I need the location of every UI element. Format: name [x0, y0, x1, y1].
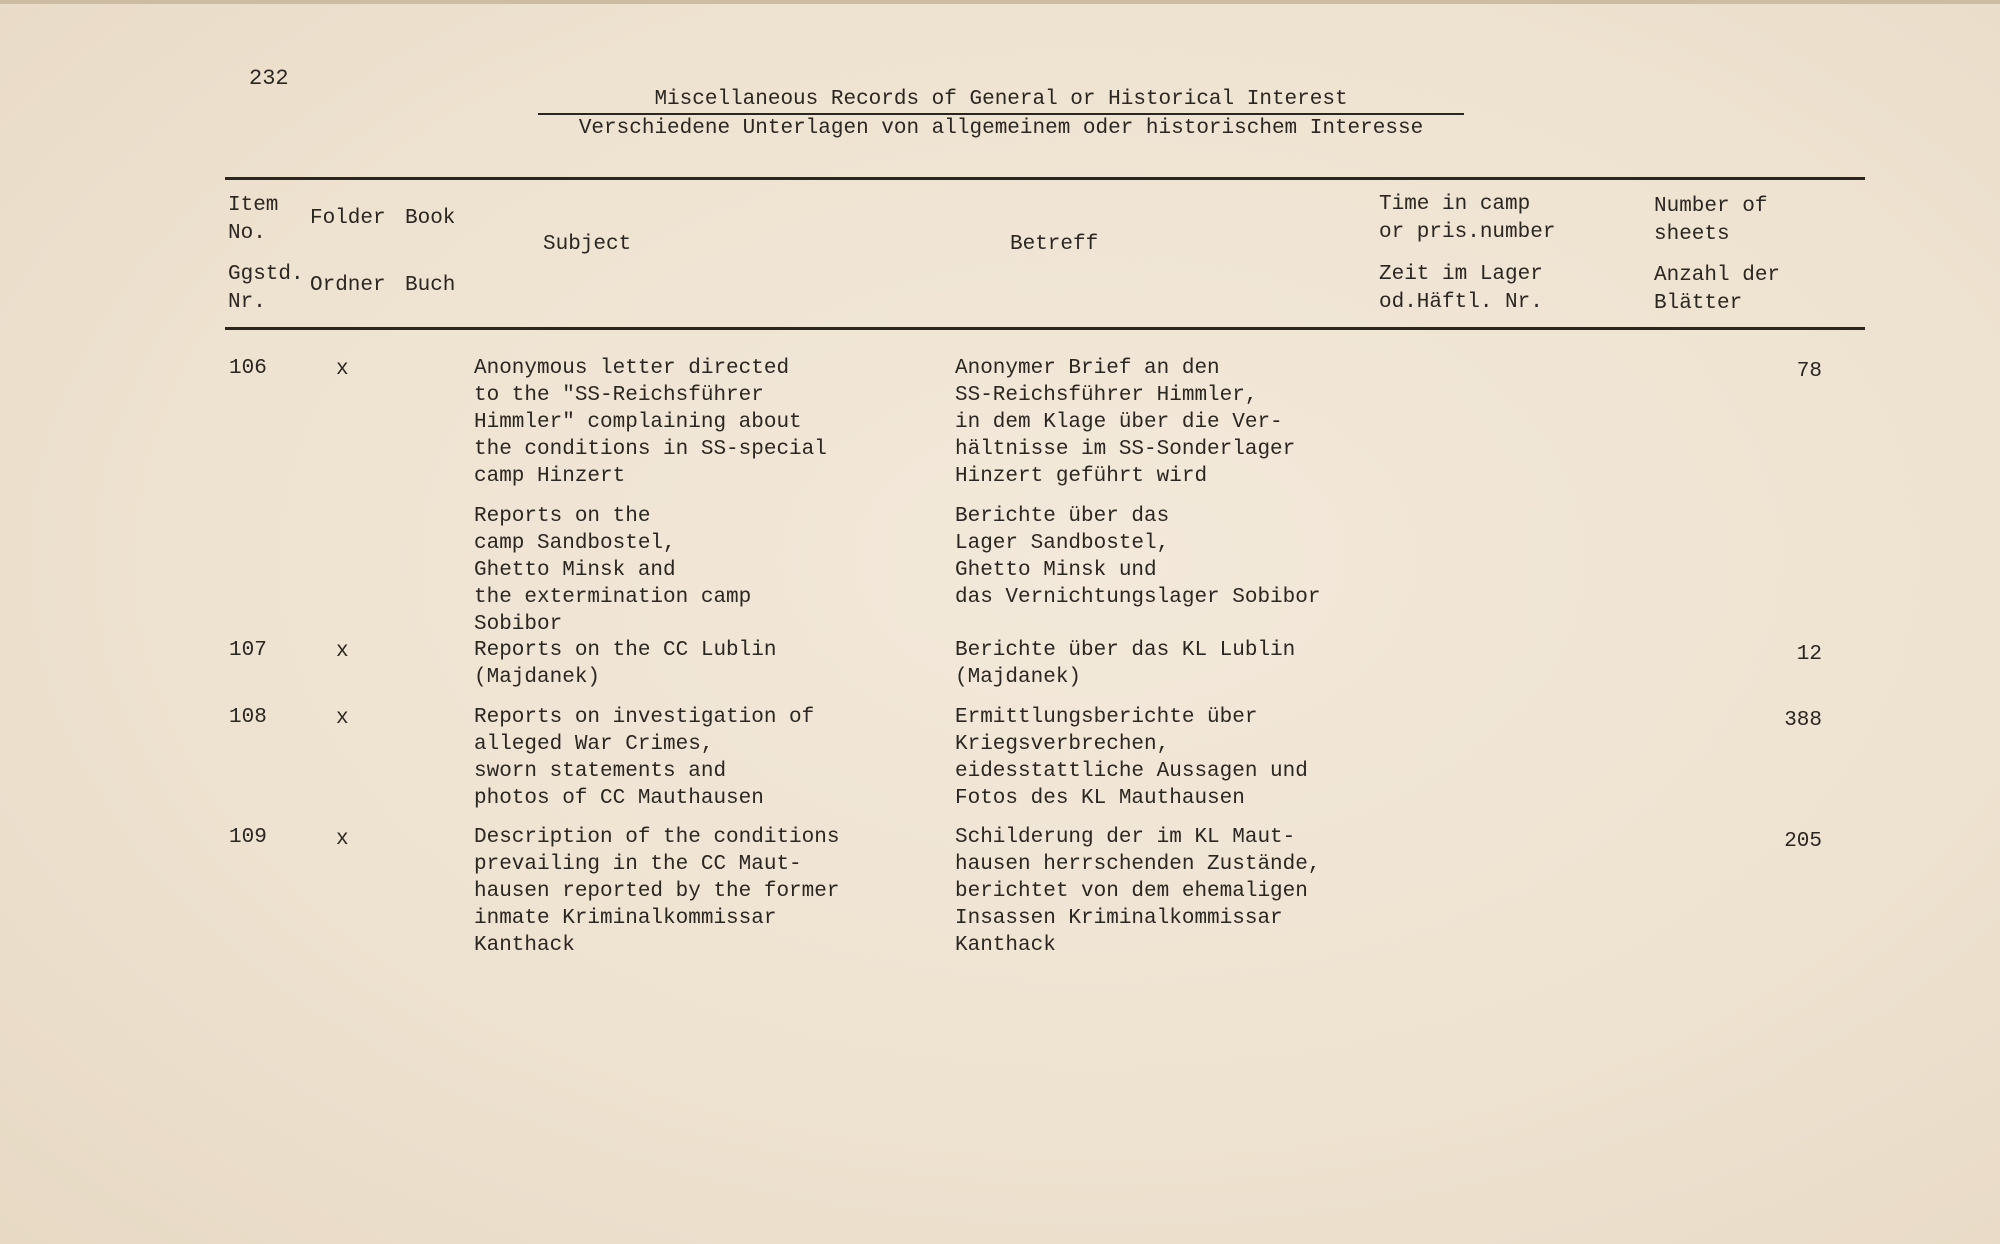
header-item-no: Item No.: [228, 194, 279, 245]
row-108-item: 108: [229, 706, 267, 729]
row-109-subject: Description of the conditions prevailing in the CC Maut- hausen reported by the former inmate Kriminalkommissar Kanthack: [474, 826, 840, 957]
row-108-betreff: Ermittlungsberichte über Kriegsverbrechen, eidesstattliche Aussagen und Fotos des KL Mauthausen: [955, 706, 1308, 810]
row-109-item: 109: [229, 826, 267, 849]
header-ordner: Ordner: [310, 274, 386, 297]
header-anzahl-der-blaetter: Anzahl der Blätter: [1654, 264, 1781, 315]
header-ggstd-nr: Ggstd. Nr.: [228, 263, 304, 314]
header-time-in-camp: Time in camp or pris.number: [1379, 193, 1556, 244]
title-german: Verschiedene Unterlagen von allgemeinem oder historischem Interesse: [578, 117, 1424, 140]
row-107-subject: Reports on the CC Lublin (Majdanek): [474, 639, 777, 689]
row-106-sheets: 78: [1796, 360, 1822, 383]
header-subject: Subject: [543, 233, 632, 256]
row-107-betreff: Berichte über das KL Lublin (Majdanek): [955, 639, 1296, 689]
page-number: 232: [249, 66, 289, 91]
row-106-subject-2: Reports on the camp Sandbostel, Ghetto Minsk and the extermination camp Sobibor: [474, 505, 752, 636]
header-number-of-sheets: Number of sheets: [1654, 195, 1768, 246]
header-betreff: Betreff: [1010, 233, 1099, 256]
row-109-betreff: Schilderung der im KL Maut- hausen herrschenden Zustände, berichtet von dem ehemaligen Insassen Kriminalkommissar Kanthack: [955, 826, 1321, 957]
row-109-folder-mark: x: [336, 828, 349, 851]
header-zeit-im-lager: Zeit im Lager od.Häftl. Nr.: [1379, 263, 1543, 314]
header-book: Book: [405, 207, 456, 230]
row-108-folder-mark: x: [336, 707, 349, 730]
row-107-sheets: 12: [1796, 643, 1822, 666]
row-108-sheets: 388: [1784, 709, 1822, 732]
row-107-folder-mark: x: [336, 640, 349, 663]
header-folder: Folder: [310, 207, 386, 230]
row-108-subject: Reports on investigation of alleged War Crimes, sworn statements and photos of CC Mauthausen: [474, 706, 815, 810]
row-106-subject: Anonymous letter directed to the "SS-Reichsführer Himmler" complaining about the conditions in SS-special camp Hinzert: [474, 357, 827, 488]
document-title: [538, 86, 1464, 142]
row-106-item: 106: [229, 357, 267, 380]
row-106-betreff: Anonymer Brief an den SS-Reichsführer Himmler, in dem Klage über die Ver- hältnisse im SS-Sonderlager Hinzert geführt wird: [955, 357, 1296, 488]
row-106-folder-mark: x: [336, 358, 349, 381]
header-buch: Buch: [405, 274, 456, 297]
title-english: Miscellaneous Records of General or Historical Interest: [538, 86, 1464, 115]
header-top-rule: [225, 177, 1865, 180]
row-109-sheets: 205: [1784, 830, 1822, 853]
row-107-item: 107: [229, 639, 267, 662]
row-106-betreff-2: Berichte über das Lager Sandbostel, Ghetto Minsk und das Vernichtungslager Sobibor: [955, 505, 1321, 609]
header-bottom-rule: [225, 327, 1865, 330]
